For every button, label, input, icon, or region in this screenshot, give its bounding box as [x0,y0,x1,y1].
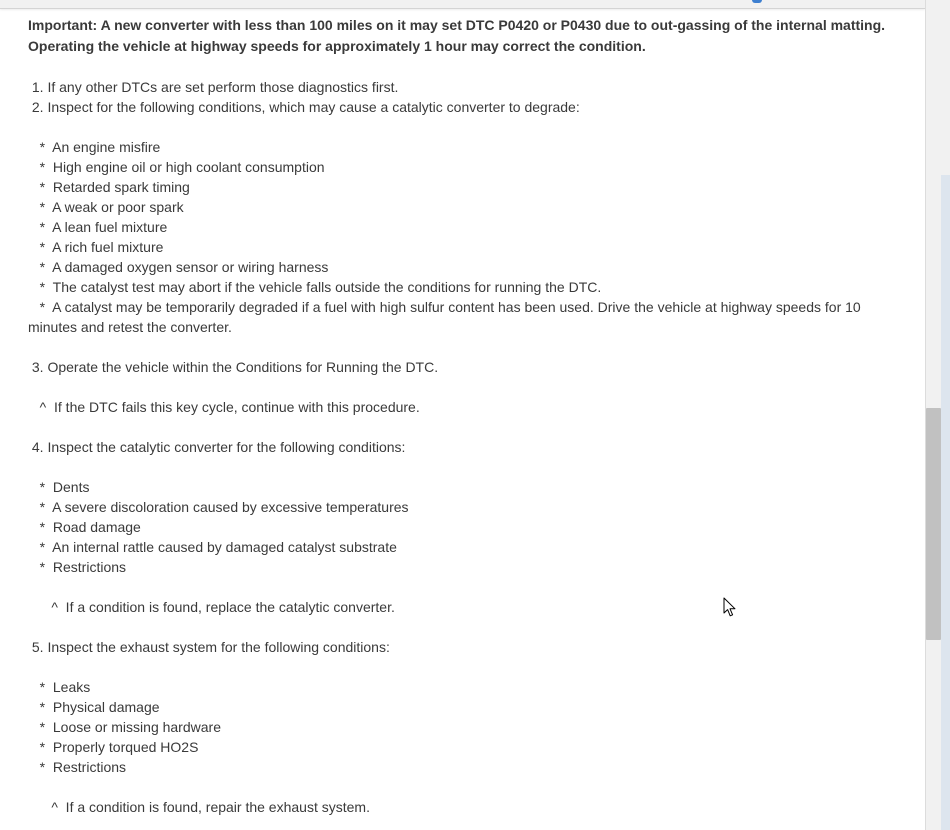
step-3: 3. Operate the vehicle within the Conditions for Running the DTC. [28,359,439,375]
list-item: * Loose or missing hardware [28,719,221,735]
list-item: * An internal rattle caused by damaged catalyst substrate [28,539,397,555]
list-item: * A damaged oxygen sensor or wiring harness [28,259,329,275]
step-5: 5. Inspect the exhaust system for the following conditions: [28,639,390,655]
vertical-scrollbar-thumb[interactable] [926,408,941,640]
important-note-line-1: Important: A new converter with less than 100 miles on it may set DTC P0420 or P0430 due to out-gassing of the internal matting. [28,17,886,33]
important-note-line-2: Operating the vehicle at highway speeds for approximately 1 hour may correct the condition. [28,38,646,54]
list-item: * A lean fuel mixture [28,219,168,235]
step-5-note: ^ If a condition is found, repair the exhaust system. [28,799,370,815]
step-4: 4. Inspect the catalytic converter for the following conditions: [28,439,406,455]
list-item: * Road damage [28,519,141,535]
list-item: * Properly torqued HO2S [28,739,199,755]
list-item: * Leaks [28,679,91,695]
step-1: 1. If any other DTCs are set perform those diagnostics first. [28,79,399,95]
list-item: * Restrictions [28,559,127,575]
list-item: * A rich fuel mixture [28,239,164,255]
list-item-continuation: minutes and retest the converter. [28,319,232,335]
document-body [28,0,908,830]
list-item: * A severe discoloration caused by excessive temperatures [28,499,409,515]
list-item: * High engine oil or high coolant consumption [28,159,325,175]
list-item: * The catalyst test may abort if the vehicle falls outside the conditions for running the DTC. [28,279,602,295]
list-item: * Restrictions [28,759,127,775]
list-item: * An engine misfire [28,139,161,155]
step-4-note: ^ If a condition is found, replace the catalytic converter. [28,599,395,615]
step-3-note: ^ If the DTC fails this key cycle, continue with this procedure. [28,399,420,415]
scrollbar-edge-strip [941,175,950,830]
list-item: * Physical damage [28,699,160,715]
list-item: * A weak or poor spark [28,199,184,215]
list-item: * Dents [28,479,90,495]
mouse-pointer-icon [723,597,737,618]
list-item: * Retarded spark timing [28,179,190,195]
list-item: * A catalyst may be temporarily degraded if a fuel with high sulfur content has been used. Drive the vehicle at highway speeds for 10 [28,299,861,315]
step-2: 2. Inspect for the following conditions, which may cause a catalytic converter to degrade: [28,99,580,115]
